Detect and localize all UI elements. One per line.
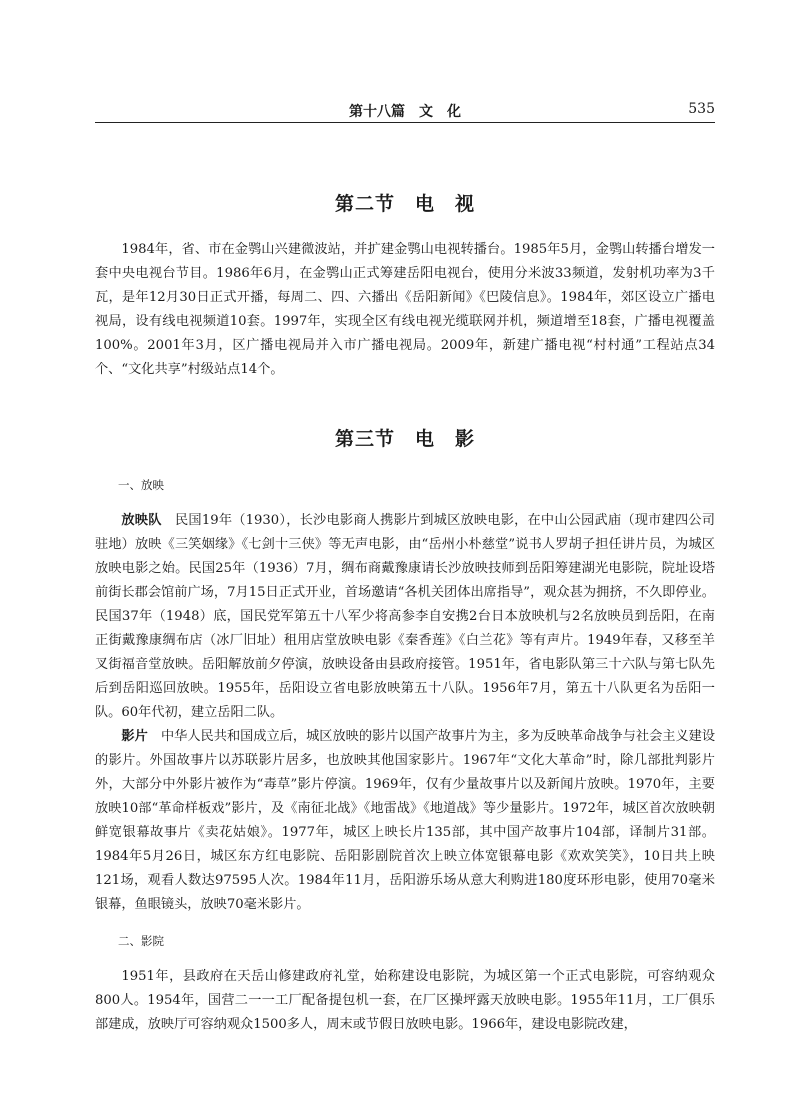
running-header [95,98,715,123]
films-text: 中华人民共和国成立后，城区放映的影片以国产故事片为主，多为反映革命战争与社会主义建设的影片。外国故事片以苏联影片居多，也放映其他国家影片。1967年“文化大革命”时，除几部批判影片外，大部分中外影片被作为“毒草”影片停演。1969年，仅有少量故事片以及新闻片放映。1970年，主要放映10部“革命样板戏”影片，及《南征北战》《地雷战》《地道战》等少量影片。1972年，城区首次放映朝鲜宽银幕故事片《卖花姑娘》。1977年，城区上映长片135部，其中国产故事片104部，译制片31部。1984年5月26日，城区东方红电影院、岳阳影剧院首次上映立体宽银幕电影《欢欢笑笑》，10日共上映121场，观看人数达97595人次。1984年11月，岳阳游乐场从意大利购进180度环形电影，使用70毫米银幕，鱼眼镜头，放映70毫米影片。 [95,729,716,912]
projection-team-text: 民国19年（1930），长沙电影商人携影片到城区放映电影，在中山公园武庙（现市建四公司驻地）放映《三笑姻缘》《七剑十三侠》等无声电影，由“岳州小朴慈堂”说书人罗胡子担任讲片员，为城区放映电影之始。民国25年（1936）7月，绸布商戴豫康请长沙放映技师到岳阳筹建湖光电影院，院址设塔前街长郡会馆前广场，7月15日正式开业，首场邀请“各机关团体出席指导”，观众甚为拥挤，不久即停业。民国37年（1948）底，国民党军第五十八军少将高参李自安携2台日本放映机与2名放映员到岳阳，在南正街戴豫康绸布店（冰厂旧址）租用店堂放映电影《秦香莲》《白兰花》等有声片。1949年春，又移至羊叉街福音堂放映。岳阳解放前夕停演，放映设备由县政府接管。1951年，省电影队第三十六队与第七队先后到岳阳巡回放映。1955年，岳阳设立省电影放映第五十八队。1956年7月，第五十八队更名为岳阳一队。60年代初，建立岳阳二队。 [95,513,715,720]
subheading-screening: 一、放映 [118,478,164,492]
term-films: 影片 [121,729,148,744]
section-title-film: 第三节 电 影 [334,428,475,450]
paragraph-cinemas: 1951年，县政府在天岳山修建政府礼堂，始称建设电影院，为城区第一个正式电影院，可容纳观众800人。1954年，国营二一一工厂配备提包机一套，在厂区操坪露天放映电影。1955年11月，工厂俱乐部建成，放映厅可容纳观众1500多人，周末或节假日放映电影。1966年，建设电影院改建， [95,969,715,1032]
document-page [95,98,715,1037]
paragraph-films [95,725,715,917]
paragraph-projection-team [95,509,715,725]
page-number: 535 [688,101,715,117]
chapter-title: 第十八篇 文 化 [349,104,461,120]
section-title-television: 第二节 电 视 [334,193,475,215]
term-projection-team: 放映队 [121,513,162,528]
subheading-cinemas: 二、影院 [118,934,164,948]
paragraph-television: 1984年，省、市在金鹗山兴建微波站，并扩建金鹗山电视转播台。1985年5月，金鹗山转播台增发一套中央电视台节目。1986年6月，在金鹗山正式筹建岳阳电视台，使用分米波33频道，发射机功率为3千瓦，是年12月30日正式开播，每周二、四、六播出《岳阳新闻》《巴陵信息》。1984年，郊区设立广播电视局，设有线电视频道10套。1997年，实现全区有线电视光缆联网并机，频道增至18套，广播电视覆盖100%。2001年3月，区广播电视局并入市广播电视局。2009年，新建广播电视“村村通”工程站点34个、“文化共享”村级站点14个。 [95,242,715,377]
